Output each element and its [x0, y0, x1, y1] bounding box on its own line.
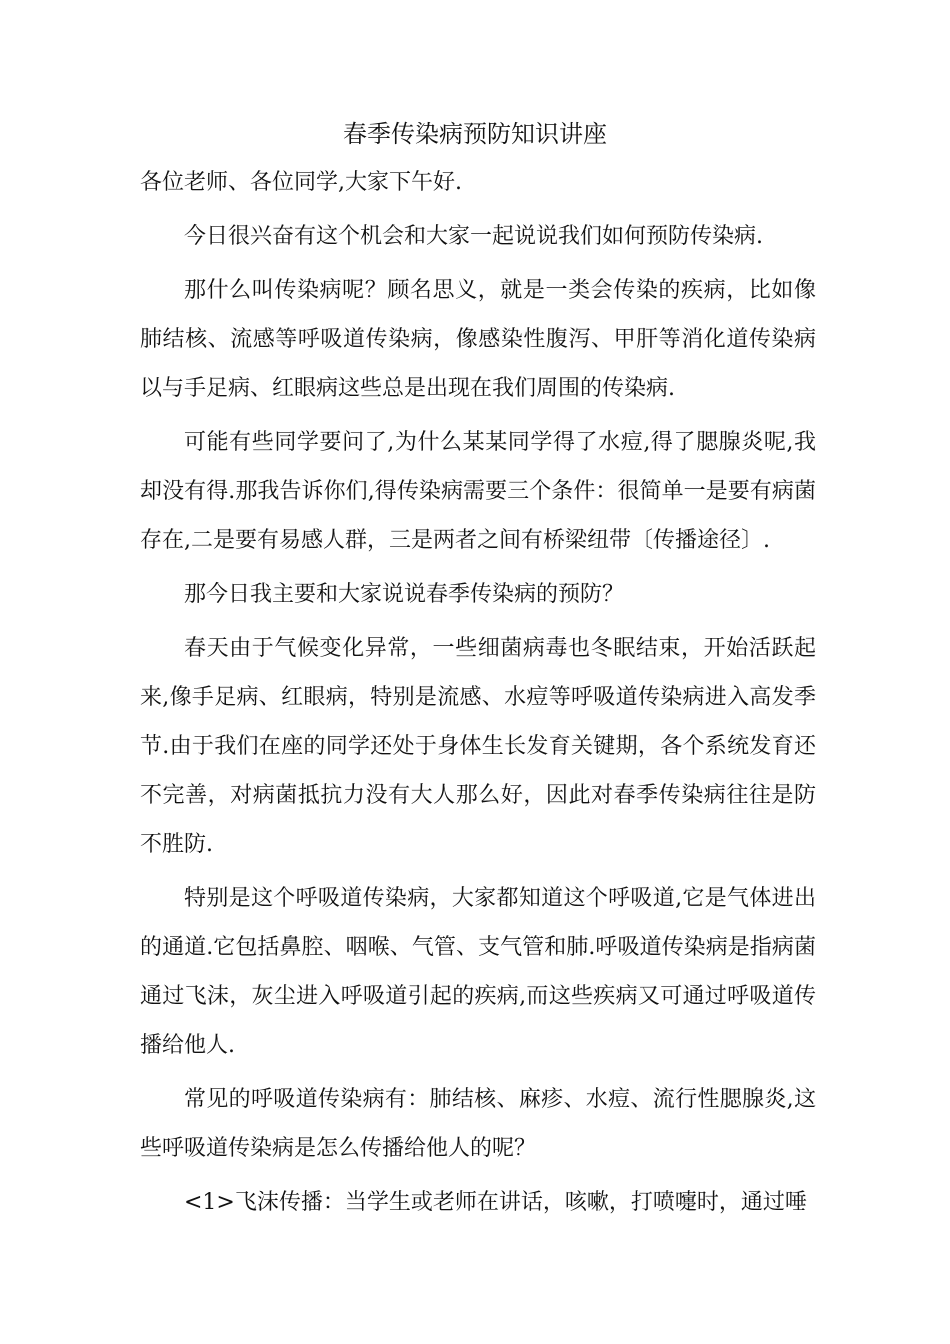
paragraph-conditions: 可能有些同学要问了,为什么某某同学得了水痘,得了腮腺炎呢,我却没有得.那我告诉你们,得传染病需要三个条件：很简单一是要有病菌存在,二是要有易感人群，三是两者之间有桥梁纽带〔传播途径〕. — [140, 430, 816, 553]
paragraph-greeting: 各位老师、各位同学,大家下午好. — [140, 170, 462, 195]
paragraph-spring: 春天由于气候变化异常，一些细菌病毒也冬眠结束，开始活跃起来,像手足病、红眼病，特别是流感、水痘等呼吸道传染病进入高发季节.由于我们在座的同学还处于身体生长发育关键期，各个系统发育还不完善，对病菌抵抗力没有大人那么好，因此对春季传染病往往是防不胜防. — [140, 636, 816, 857]
paragraph-intro: 今日很兴奋有这个机会和大家一起说说我们如何预防传染病. — [184, 224, 763, 249]
paragraph-common-diseases: 常见的呼吸道传染病有：肺结核、麻疹、水痘、流行性腮腺炎,这些呼吸道传染病是怎么传播给他人的呢？ — [140, 1087, 816, 1161]
paragraph-respiratory: 特别是这个呼吸道传染病，大家都知道这个呼吸道,它是气体进出的通道.它包括鼻腔、咽喉、气管、支气管和肺.呼吸道传染病是指病菌通过飞沫，灰尘进入呼吸道引起的疾病,而这些疾病又可通过呼吸道传播给他人. — [140, 886, 816, 1058]
paragraph-topic: 那今日我主要和大家说说春季传染病的预防？ — [184, 582, 625, 607]
document-title: 春季传染病预防知识讲座 — [343, 120, 607, 148]
paragraph-droplet: <1>飞沫传播：当学生或老师在讲话，咳嗽，打喷嚏时，通过唾 — [184, 1190, 807, 1215]
paragraph-definition: 那什么叫传染病呢？顾名思义，就是一类会传染的疾病，比如像肺结核、流感等呼吸道传染病，像感染性腹泻、甲肝等消化道传染病以与手足病、红眼病这些总是出现在我们周围的传染病. — [140, 278, 816, 401]
document-body — [140, 158, 816, 1232]
